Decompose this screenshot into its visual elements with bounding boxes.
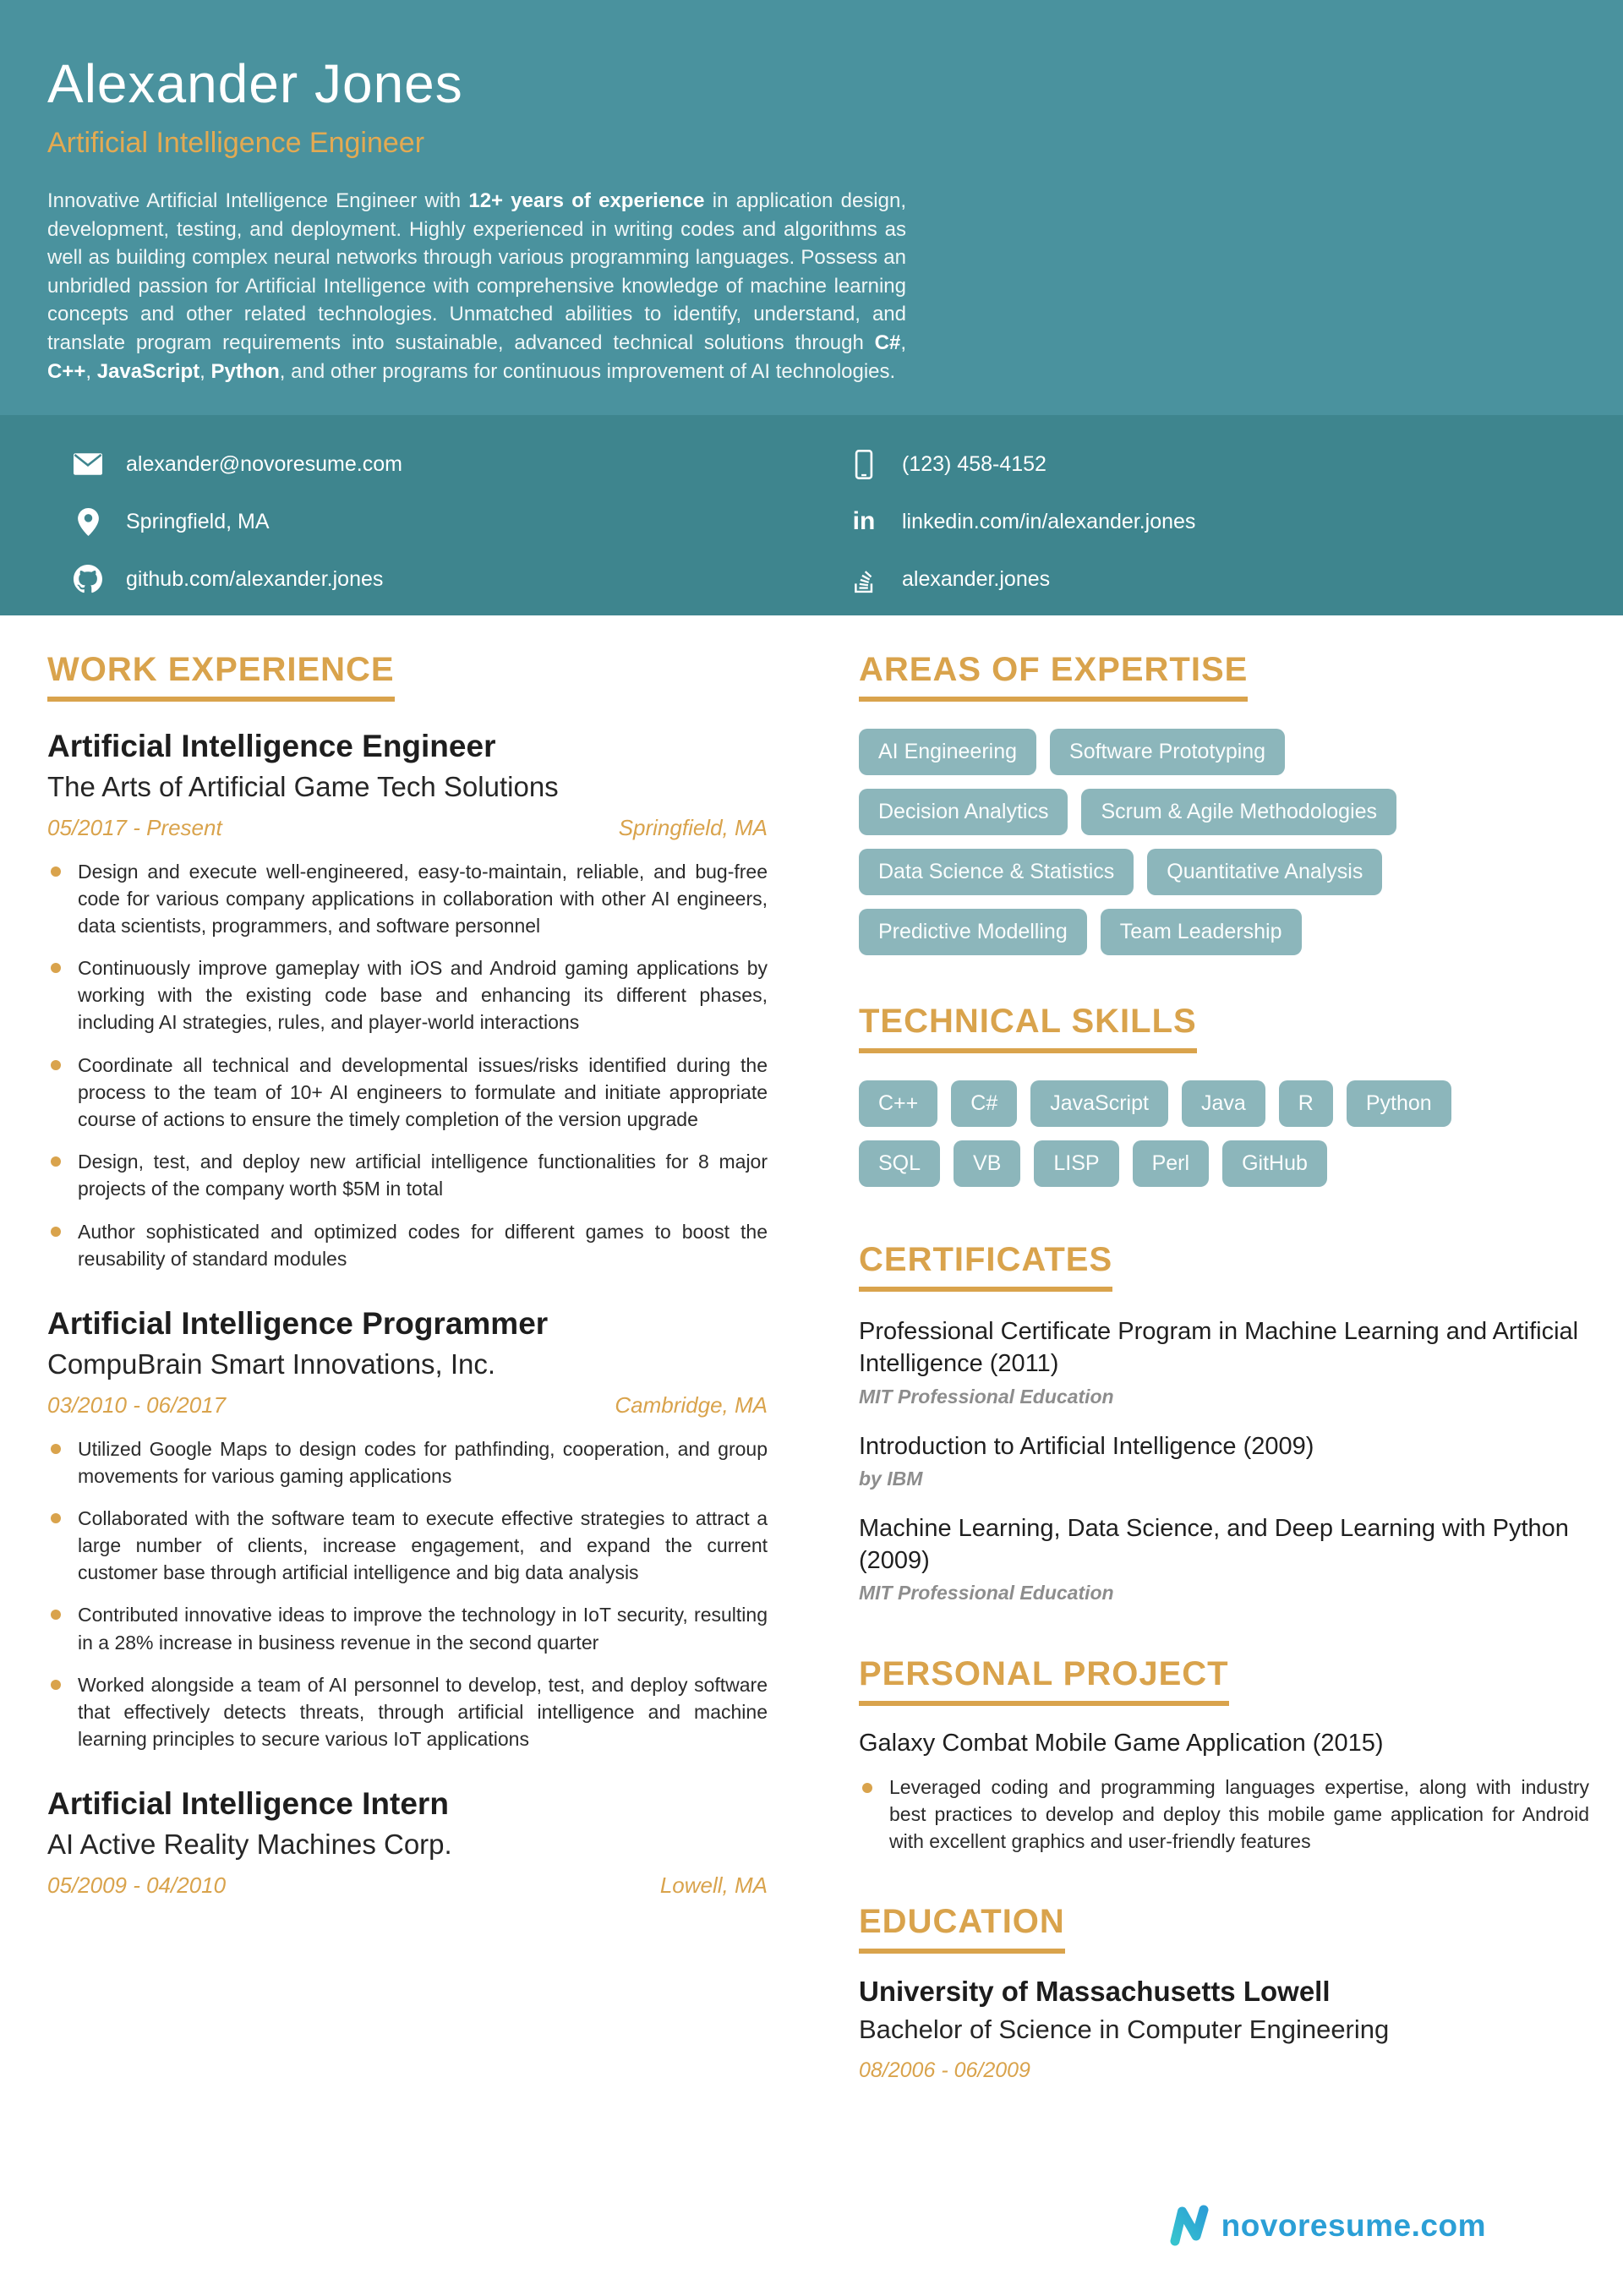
envelope-icon: [71, 453, 105, 475]
skill-tag: GitHub: [1222, 1140, 1327, 1187]
job-bullet: Continuously improve gameplay with iOS and Android gaming applications by working with the existing code base and enhancing its different phases, including AI strategies, rules, and player-world interactions: [47, 954, 768, 1036]
job-bullet: Contributed innovative ideas to improve the technology in IoT security, resulting in a 28% increase in business revenue in the second quarter: [47, 1601, 768, 1655]
footer-brand-link[interactable]: [1167, 2205, 1486, 2247]
expertise-tags: [859, 729, 1589, 955]
education-degree: Bachelor of Science in Computer Engineering: [859, 2014, 1390, 2044]
education-school: University of Massachusetts Lowell: [859, 1975, 1331, 2007]
skill-tag: Python: [1347, 1080, 1451, 1127]
contact-row-linkedin: [847, 496, 1623, 547]
job-entry: [47, 1786, 768, 1899]
section-heading-technical-skills: TECHNICAL SKILLS: [859, 1003, 1197, 1053]
skill-tag: C#: [951, 1080, 1017, 1127]
mobile-phone-icon: [847, 450, 881, 479]
certificate-item: [859, 1430, 1589, 1490]
job-title: Artificial Intelligence Intern: [47, 1786, 449, 1822]
skill-tag: R: [1279, 1080, 1333, 1127]
contact-location-text: Springfield, MA: [126, 509, 270, 533]
stackoverflow-icon: [847, 566, 881, 593]
project-bullet: Leveraged coding and programming languages expertise, along with industry best practices to develop and deploy this mobile game application for Android with excellent graphics and user-friendly features: [859, 1774, 1589, 1855]
job-bullet: Design, test, and deploy new artificial intelligence functionalities for 8 major projects of the company worth $5M in total: [47, 1148, 768, 1202]
job-dates: 05/2017 - Present: [47, 814, 222, 840]
certificate-issuer: by IBM: [859, 1467, 923, 1490]
expertise-tag: Team Leadership: [1101, 909, 1302, 955]
job-location: Springfield, MA: [618, 814, 768, 840]
section-heading-certificates: CERTIFICATES: [859, 1241, 1112, 1292]
contact-column-right: [847, 439, 1623, 615]
body: [0, 615, 1623, 2083]
skill-tag: LISP: [1034, 1140, 1118, 1187]
expertise-tag: Decision Analytics: [859, 789, 1068, 835]
contact-row-github: [71, 554, 847, 604]
github-icon: [71, 565, 105, 593]
expertise-tag: Software Prototyping: [1050, 729, 1285, 775]
job-bullet-list: [47, 1435, 768, 1753]
certificate-title: Introduction to Artificial Intelligence (2009): [859, 1432, 1314, 1460]
skill-tag: SQL: [859, 1140, 940, 1187]
job-dates: 05/2009 - 04/2010: [47, 1872, 227, 1898]
section-heading-areas-of-expertise: AREAS OF EXPERTISE: [859, 651, 1248, 702]
expertise-tag: Quantitative Analysis: [1147, 849, 1382, 895]
job-company: The Arts of Artificial Game Tech Solutions: [47, 770, 559, 802]
certificate-issuer: MIT Professional Education: [859, 1385, 1114, 1408]
job-title: Artificial Intelligence Engineer: [47, 729, 496, 763]
job-company: AI Active Reality Machines Corp.: [47, 1828, 452, 1860]
map-pin-icon: [71, 508, 105, 536]
skill-tag: Java: [1182, 1080, 1265, 1127]
contact-github-text[interactable]: github.com/alexander.jones: [126, 566, 384, 591]
section-heading-work-experience: WORK EXPERIENCE: [47, 651, 395, 702]
job-bullet: Design and execute well-engineered, easy-to-maintain, reliable, and bug-free code for various company applications in collaboration with other AI engineers, data scientists, programmers, and software personnel: [47, 858, 768, 940]
expertise-tag: AI Engineering: [859, 729, 1036, 775]
contact-row-email: [71, 439, 847, 489]
job-meta: [47, 1872, 768, 1899]
project-title: Galaxy Combat Mobile Game Application (2015): [859, 1730, 1384, 1758]
contact-phone-text[interactable]: (123) 458-4152: [902, 451, 1046, 476]
contact-row-phone: [847, 439, 1623, 489]
novoresume-n-icon: [1167, 2205, 1211, 2247]
contact-stackoverflow-text[interactable]: alexander.jones: [902, 566, 1051, 591]
expertise-tag: Scrum & Agile Methodologies: [1081, 789, 1396, 835]
job-company: CompuBrain Smart Innovations, Inc.: [47, 1348, 496, 1380]
job-title: Artificial Intelligence Programmer: [47, 1305, 549, 1341]
job-location: Lowell, MA: [659, 1872, 768, 1898]
certificate-issuer: MIT Professional Education: [859, 1582, 1114, 1604]
job-meta: [47, 815, 768, 841]
header: [0, 0, 1623, 415]
expertise-tag: Data Science & Statistics: [859, 849, 1134, 895]
contact-row-location: [71, 496, 847, 547]
certificate-item: [859, 1315, 1589, 1408]
person-name: Alexander Jones: [47, 53, 463, 114]
job-location: Cambridge, MA: [615, 1391, 768, 1418]
job-bullet: Worked alongside a team of AI personnel to develop, test, and deploy software that effectively detects threats, through artificial intelligence and machine learning principles to secure various IoT applications: [47, 1671, 768, 1753]
contact-column-left: [71, 439, 847, 615]
job-bullet: Collaborated with the software team to execute effective strategies to attract a large number of clients, increase engagement, and expand the current customer base through artificial intelligence and big data analysis: [47, 1505, 768, 1587]
job-dates: 03/2010 - 06/2017: [47, 1391, 227, 1418]
left-column: [47, 651, 768, 2083]
job-entry: [47, 729, 768, 1272]
project-bullet-list: [859, 1774, 1589, 1855]
section-heading-education: EDUCATION: [859, 1903, 1065, 1954]
skill-tag: VB: [954, 1140, 1020, 1187]
right-column: [859, 651, 1589, 2083]
contact-linkedin-text[interactable]: linkedin.com/in/alexander.jones: [902, 509, 1196, 533]
skill-tag: C++: [859, 1080, 937, 1127]
job-bullet-list: [47, 858, 768, 1272]
job-bullet: Utilized Google Maps to design codes for pathfinding, cooperation, and group movements for various gaming applications: [47, 1435, 768, 1490]
footer-brand-text: novoresume.com: [1221, 2208, 1486, 2243]
profile-summary: Innovative Artificial Intelligence Engineer with 12+ years of experience in application design, development, testing, and deployment. Highly experienced in writing codes and algorithms as well as building complex neural networks through various programming languages. Possess an unbridled passion for Artificial Intelligence with comprehensive knowledge of machine learning concepts and other related technologies. Unmatched abilities to identify, understand, and translate program requirements into sustainable, advanced technical solutions through C#, C++, JavaScript, Python, and other programs for continuous improvement of AI technologies.: [47, 189, 907, 383]
skill-tag: JavaScript: [1030, 1080, 1168, 1127]
expertise-tag: Predictive Modelling: [859, 909, 1087, 955]
skill-tag: Perl: [1133, 1140, 1209, 1187]
education-dates: 08/2006 - 06/2009: [859, 2058, 1030, 2082]
certificate-title: Machine Learning, Data Science, and Deep Learning with Python (2009): [859, 1514, 1569, 1575]
job-bullet: Author sophisticated and optimized codes for different games to boost the reusability of standard modules: [47, 1218, 768, 1272]
job-bullet: Coordinate all technical and developmental issues/risks identified during the process to the team of 10+ AI engineers to formulate and initiate appropriate course of actions to ensure the timely completion of the version upgrade: [47, 1052, 768, 1134]
contact-email-text[interactable]: alexander@novoresume.com: [126, 451, 402, 476]
job-entry: [47, 1306, 768, 1752]
section-heading-personal-project: PERSONAL PROJECT: [859, 1655, 1229, 1706]
skill-tags: [859, 1080, 1589, 1187]
contact-bar: [0, 415, 1623, 615]
person-job-title: Artificial Intelligence Engineer: [47, 127, 425, 159]
job-meta: [47, 1392, 768, 1419]
contact-row-stackoverflow: [847, 554, 1623, 604]
certificate-item: [859, 1512, 1589, 1605]
certificate-title: Professional Certificate Program in Machine Learning and Artificial Intelligence (2011): [859, 1318, 1579, 1378]
linkedin-icon: in: [852, 507, 876, 535]
